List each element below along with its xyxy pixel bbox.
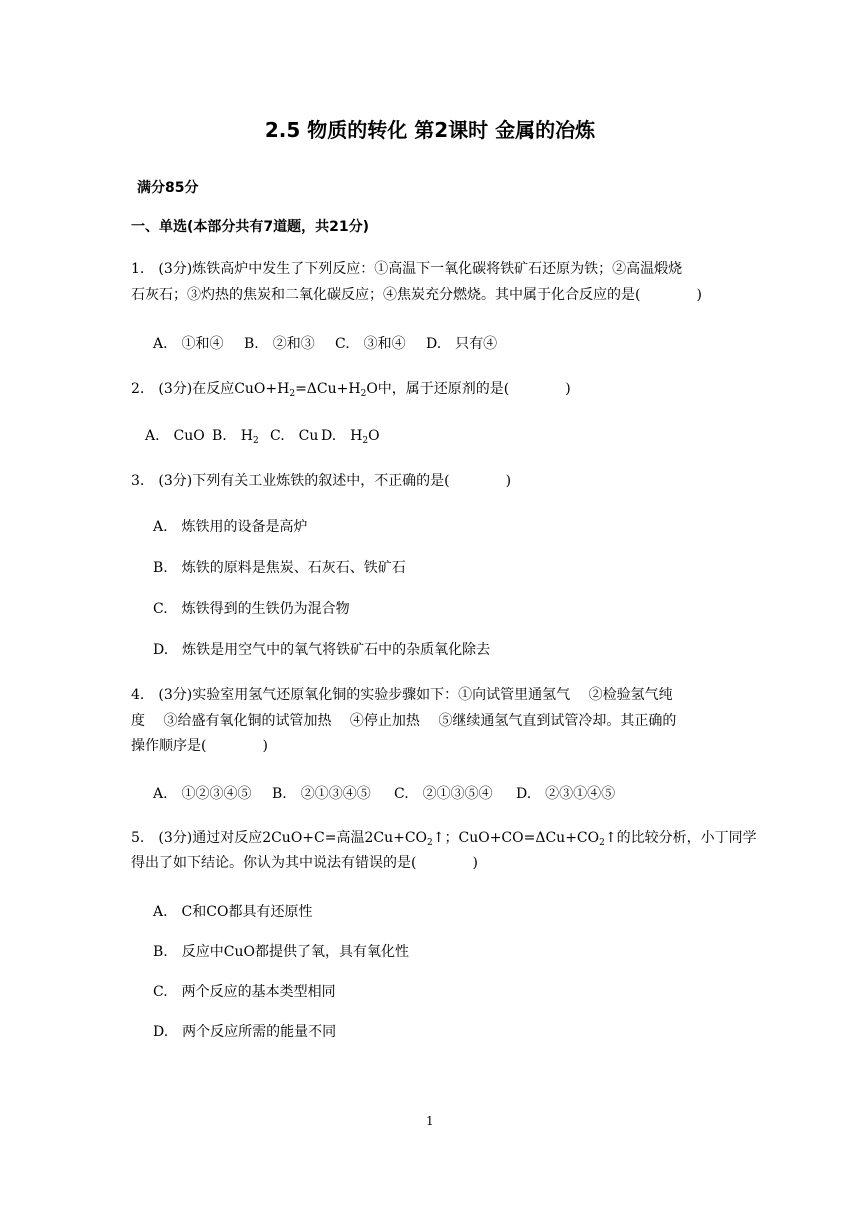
question-2-option-d-sub: 2 <box>362 436 369 446</box>
question-5-option-b[interactable]: B. 反应中CuO都提供了氧，具有氧化性 <box>153 944 409 960</box>
question-5-part-1: 5. (3分)通过对反应2CuO+C=高温2Cu+CO <box>131 830 428 846</box>
question-2-option-b-sub: 2 <box>252 436 259 446</box>
question-2-stem <box>131 378 571 405</box>
question-4-option-a[interactable]: A. ①②③④⑤ <box>153 786 252 802</box>
question-5-option-a[interactable]: A. C和CO都具有还原性 <box>153 904 313 920</box>
question-1-option-d[interactable]: D. 只有④ <box>426 336 498 352</box>
question-2-option-b[interactable] <box>212 425 259 446</box>
question-2-option-c[interactable]: C. Cu <box>270 428 319 444</box>
question-5-sub-2: 2 <box>599 838 605 848</box>
question-5-part-3: ↑的比较分析，小丁同学 <box>604 830 757 846</box>
question-2-mid: =ΔCu+H <box>295 381 361 397</box>
question-2-option-d[interactable] <box>321 425 380 446</box>
question-4-option-d[interactable]: D. ②③①④⑤ <box>516 786 616 802</box>
question-2-suffix: O中，属于还原剂的是( ) <box>366 381 571 397</box>
question-4-option-c[interactable]: C. ②①③⑤④ <box>394 786 493 802</box>
question-5-option-c[interactable]: C. 两个反应的基本类型相同 <box>153 984 336 1000</box>
question-1-option-c[interactable]: C. ③和④ <box>335 336 406 352</box>
question-5-line-1 <box>131 827 757 854</box>
question-5-sub-1: 2 <box>427 838 433 848</box>
question-1-line-2: 石灰石；③灼热的焦炭和二氧化碳反应；④焦炭充分燃烧。其中属于化合反应的是( ) <box>131 287 702 303</box>
question-3-option-d[interactable]: D. 炼铁是用空气中的氧气将铁矿石中的杂质氧化除去 <box>153 642 491 658</box>
question-2-option-b-text: B. H <box>212 428 253 444</box>
question-2-option-a[interactable]: A. CuO <box>145 428 205 444</box>
question-4-option-b[interactable]: B. ②①③④⑤ <box>272 786 371 802</box>
question-4-line-1: 4. (3分)实验室用氢气还原氧化铜的实验步骤如下：①向试管里通氢气 ②检验氢气纯 <box>131 687 673 703</box>
question-3-option-c[interactable]: C. 炼铁得到的生铁仍为混合物 <box>153 601 350 617</box>
question-2-option-d-text: D. H <box>321 428 363 444</box>
question-5-part-2: ↑；CuO+CO=ΔCu+CO <box>432 830 600 846</box>
question-1-option-b[interactable]: B. ②和③ <box>244 336 315 352</box>
question-5-option-d[interactable]: D. 两个反应所需的能量不同 <box>153 1024 337 1040</box>
question-1-line-1: 1. (3分)炼铁高炉中发生了下列反应：①高温下一氧化碳将铁矿石还原为铁；②高温煅烧 <box>131 261 683 277</box>
question-2-sub-2: 2 <box>360 389 367 399</box>
question-3-option-b[interactable]: B. 炼铁的原料是焦炭、石灰石、铁矿石 <box>153 560 406 576</box>
question-4-line-2: 度 ③给盛有氧化铜的试管加热 ④停止加热 ⑤继续通氢气直到试管冷却。其正确的 <box>131 713 677 729</box>
question-3-stem: 3. (3分)下列有关工业炼铁的叙述中，不正确的是( ) <box>131 473 512 489</box>
question-2-sub-1: 2 <box>289 389 296 399</box>
question-3-option-a[interactable]: A. 炼铁用的设备是高炉 <box>153 519 308 535</box>
question-2-prefix: 2. (3分)在反应CuO+H <box>131 381 290 397</box>
question-2-option-d-suffix: O <box>368 428 380 444</box>
score-label: 满分85分 <box>137 180 199 196</box>
page-title: 2.5 物质的转化 第2课时 金属的冶炼 <box>264 118 596 142</box>
section-heading: 一、单选(本部分共有7道题，共21分) <box>131 219 370 235</box>
question-5-line-2: 得出了如下结论。你认为其中说法有错误的是( ) <box>131 855 478 871</box>
question-4-line-3: 操作顺序是( ) <box>131 738 268 754</box>
question-1-option-a[interactable]: A. ①和④ <box>153 336 224 352</box>
page-number: 1 <box>426 1114 434 1128</box>
